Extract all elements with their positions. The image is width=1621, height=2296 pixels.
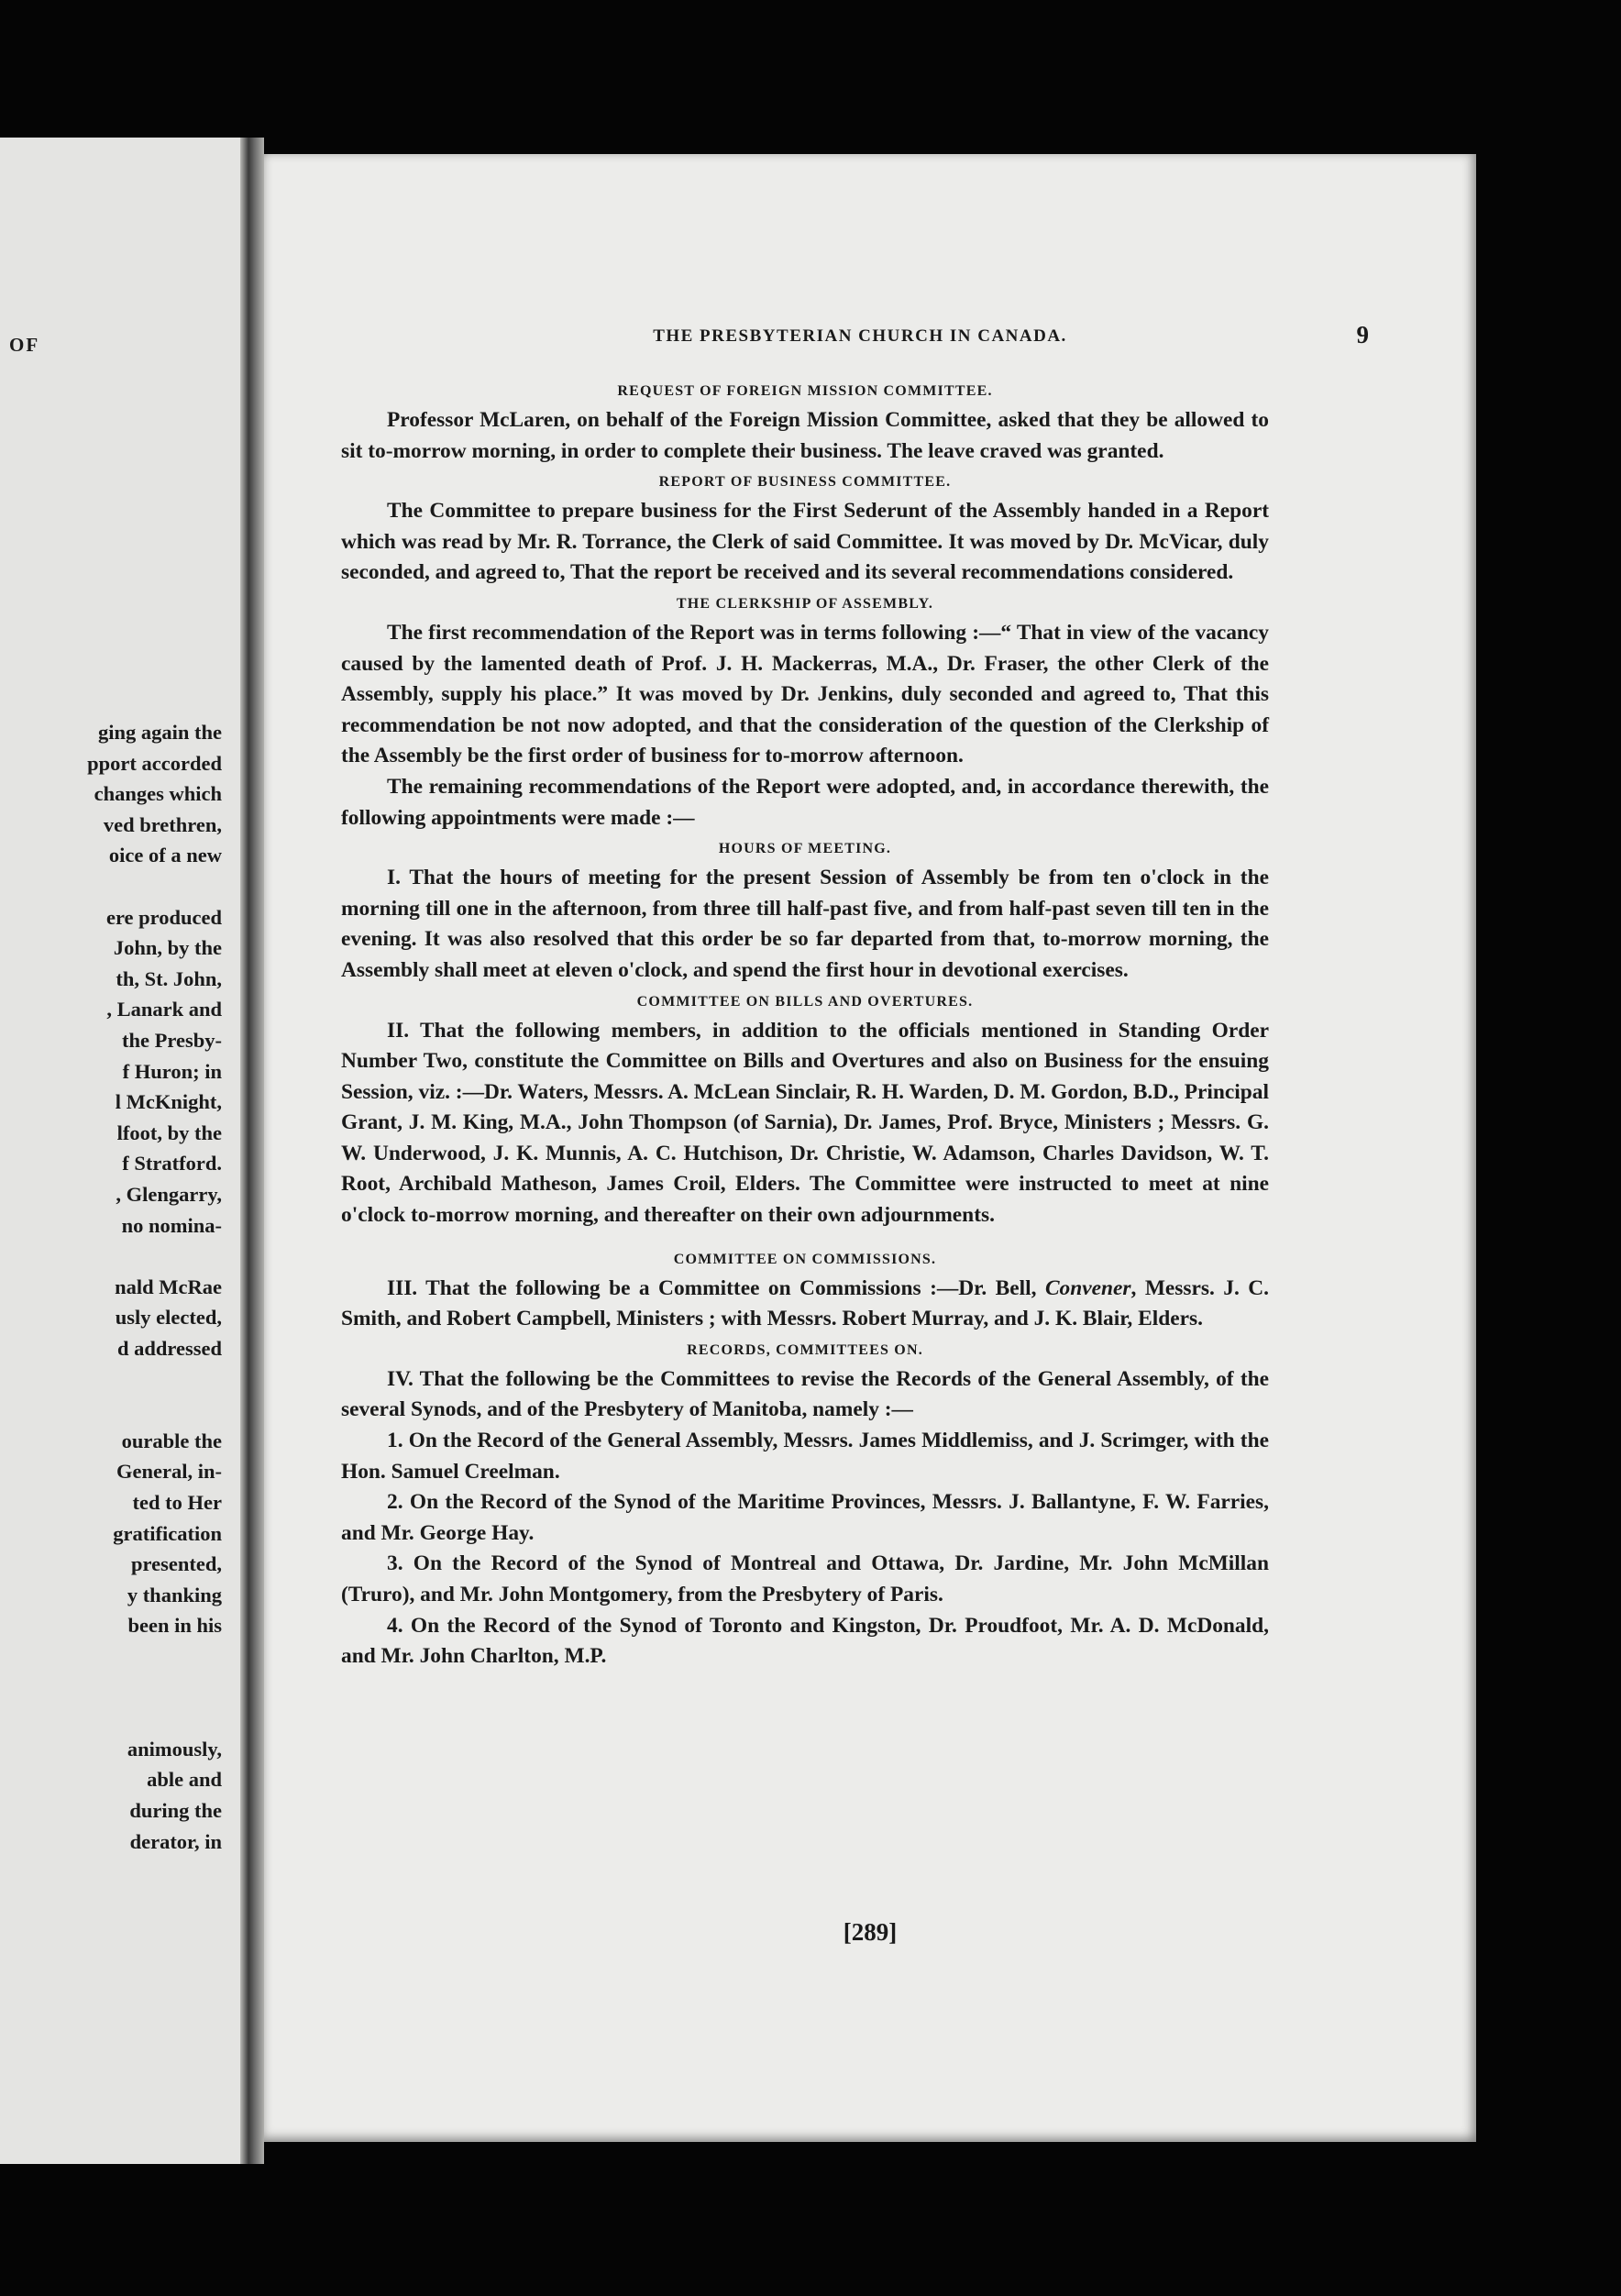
left-text-line: animously, xyxy=(127,1737,222,1761)
section-heading: COMMITTEE ON COMMISSIONS. xyxy=(673,1251,937,1267)
left-text-line: pport accorded xyxy=(87,751,222,775)
left-text-line: gratification xyxy=(113,1521,222,1545)
paragraph: IV. That the following be the Committees to revise the Records of the General Assembly, of the several Synods, and of the Presbytery of Manitoba, namely :— xyxy=(341,1366,1269,1422)
paragraph: 1. On the Record of the General Assembly, Messrs. James Middlemiss, and J. Scrimger, with the Hon. Samuel Creelman. xyxy=(341,1429,1269,1484)
left-text-line: able and xyxy=(147,1768,222,1792)
left-text-line: usly elected, xyxy=(115,1306,222,1330)
paragraph: The remaining recommendations of the Report were adopted, and, in accordance therewith, the following appointments were made :— xyxy=(341,774,1269,830)
left-text-line: John, by the xyxy=(113,936,222,960)
left-text-line: f Huron; in xyxy=(122,1059,222,1083)
left-text-line: General, in- xyxy=(116,1460,222,1484)
section-heading: REPORT OF BUSINESS COMMITTEE. xyxy=(658,474,952,491)
left-text-line: the Presby- xyxy=(122,1029,222,1052)
page-header xyxy=(351,321,1369,363)
left-text-line: , Lanark and xyxy=(106,998,222,1021)
left-text-line: l McKnight, xyxy=(115,1090,222,1114)
paragraph: Professor McLaren, on behalf of the Foreign Mission Committee, asked that they be allowed to sit to-morrow morning, in order to complete their business. The leave craved was granted. xyxy=(341,408,1269,463)
left-text-line: oice of a new xyxy=(108,844,222,867)
paragraph: 4. On the Record of the Synod of Toronto and Kingston, Dr. Proudfoot, Mr. A. D. McDonald, and Mr. John Charlton, M.P. xyxy=(341,1613,1269,1669)
paragraph-text: III. That the following be a Committee on Commissions :—Dr. Bell, xyxy=(387,1275,1045,1300)
right-page xyxy=(264,154,1476,2142)
paragraph: 3. On the Record of the Synod of Montreal and Ottawa, Dr. Jardine, Mr. John McMillan (Truro), and Mr. John Montgomery, from the Presbytery of Paris. xyxy=(341,1551,1269,1606)
left-text-line: ted to Her xyxy=(132,1491,222,1514)
paragraph: The first recommendation of the Report was in terms following :—“ That in view of the vacancy caused by the lamented death of Prof. J. H. Mackerras, M.A., Dr. Fraser, the other Clerk of the Assembly, supply his place.” It was moved by Dr. Jenkins, duly seconded and agreed to, That this recommendation be not now adopted, and that the consideration of the question of the Clerkship of the Assembly be the first order of business for to-morrow afternoon. xyxy=(341,620,1269,768)
left-text-line: derator, in xyxy=(129,1829,222,1853)
left-text-line: ved brethren, xyxy=(103,812,222,836)
left-text-line: during the xyxy=(129,1799,222,1822)
paragraph-text: , Messrs. J. C. Smith, and Robert Campbell, Ministers ; with Messrs. Robert Murray, and J. K. Blair, Elders. xyxy=(341,1275,1270,1331)
paragraph xyxy=(341,1274,1269,1335)
left-text-line: y thanking xyxy=(127,1583,222,1606)
book-gutter xyxy=(240,138,264,2164)
left-text-line: changes which xyxy=(94,782,222,806)
spacer xyxy=(341,1231,1269,1244)
section-heading: COMMITTEE ON BILLS AND OVERTURES. xyxy=(636,993,974,1010)
left-text-line: presented, xyxy=(131,1552,222,1576)
section-heading: HOURS OF MEETING. xyxy=(718,841,892,857)
footer-page-number: [289] xyxy=(843,1918,898,1946)
left-text-line: ging again the xyxy=(97,721,222,744)
left-page-fragment xyxy=(0,138,240,2164)
section-heading: THE CLERKSHIP OF ASSEMBLY. xyxy=(676,595,934,612)
left-text-line: no nomina- xyxy=(121,1213,222,1237)
left-text-line: ere produced xyxy=(105,905,222,929)
left-text-line: th, St. John, xyxy=(116,966,222,990)
left-text-line: lfoot, by the xyxy=(116,1120,222,1144)
page-body xyxy=(341,376,1269,1672)
left-text-line: , Glengarry, xyxy=(116,1183,222,1206)
italic-term: Convener xyxy=(1044,1275,1131,1300)
left-text-line: ourable the xyxy=(121,1429,222,1452)
paragraph: 2. On the Record of the Synod of the Maritime Provinces, Messrs. J. Ballantyne, F. W. Farries, and Mr. George Hay. xyxy=(341,1490,1269,1545)
left-text-line: been in his xyxy=(127,1614,222,1638)
section-heading: REQUEST OF FOREIGN MISSION COMMITTEE. xyxy=(617,383,993,399)
page-number: 9 xyxy=(1356,321,1369,348)
paragraph: II. That the following members, in addition to the officials mentioned in Standing Order Number Two, constitute the Committee on Bills and Overtures and also on Business for the ensuing Session, viz. :—Dr. Waters, Messrs. A. McLean Sinclair, R. H. Warden, D. M. Gordon, B.D., Principal Grant, J. M. King, M.A., John Thompson (of Sarnia), Dr. James, Prof. Bryce, Ministers ; Messrs. G. W. Underwood, J. K. Munnis, A. C. Hutchison, Dr. Christie, W. Adamson, Charles Davidson, W. T. Root, Archibald Matheson, James Croil, Elders. The Committee were instructed to meet at nine o'clock to-morrow morning, and thereafter on their own adjournments. xyxy=(341,1018,1269,1228)
running-head: THE PRESBYTERIAN CHURCH IN CANADA. xyxy=(653,326,1067,346)
paragraph: I. That the hours of meeting for the present Session of Assembly be from ten o'clock in the morning till one in the afternoon, from three till half-past five, and from half-past seven till ten in the evening. It was also resolved that this order be so far departed from that, to-morrow morning, the Assembly shall meet at eleven o'clock, and spend the first hour in devotional exercises. xyxy=(341,866,1269,982)
left-running-head: OF xyxy=(9,334,40,356)
paragraph: The Committee to prepare business for the First Sederunt of the Assembly handed in a Report which was read by Mr. R. Torrance, the Clerk of said Committee. It was moved by Dr. McVicar, duly seconded, and agreed to, That the report be received and its several recommendations considered. xyxy=(341,499,1269,585)
left-text-line: f Stratford. xyxy=(122,1152,222,1176)
section-heading: RECORDS, COMMITTEES ON. xyxy=(687,1341,923,1358)
left-text-line: d addressed xyxy=(117,1337,222,1360)
left-text-line: nald McRae xyxy=(115,1275,222,1298)
